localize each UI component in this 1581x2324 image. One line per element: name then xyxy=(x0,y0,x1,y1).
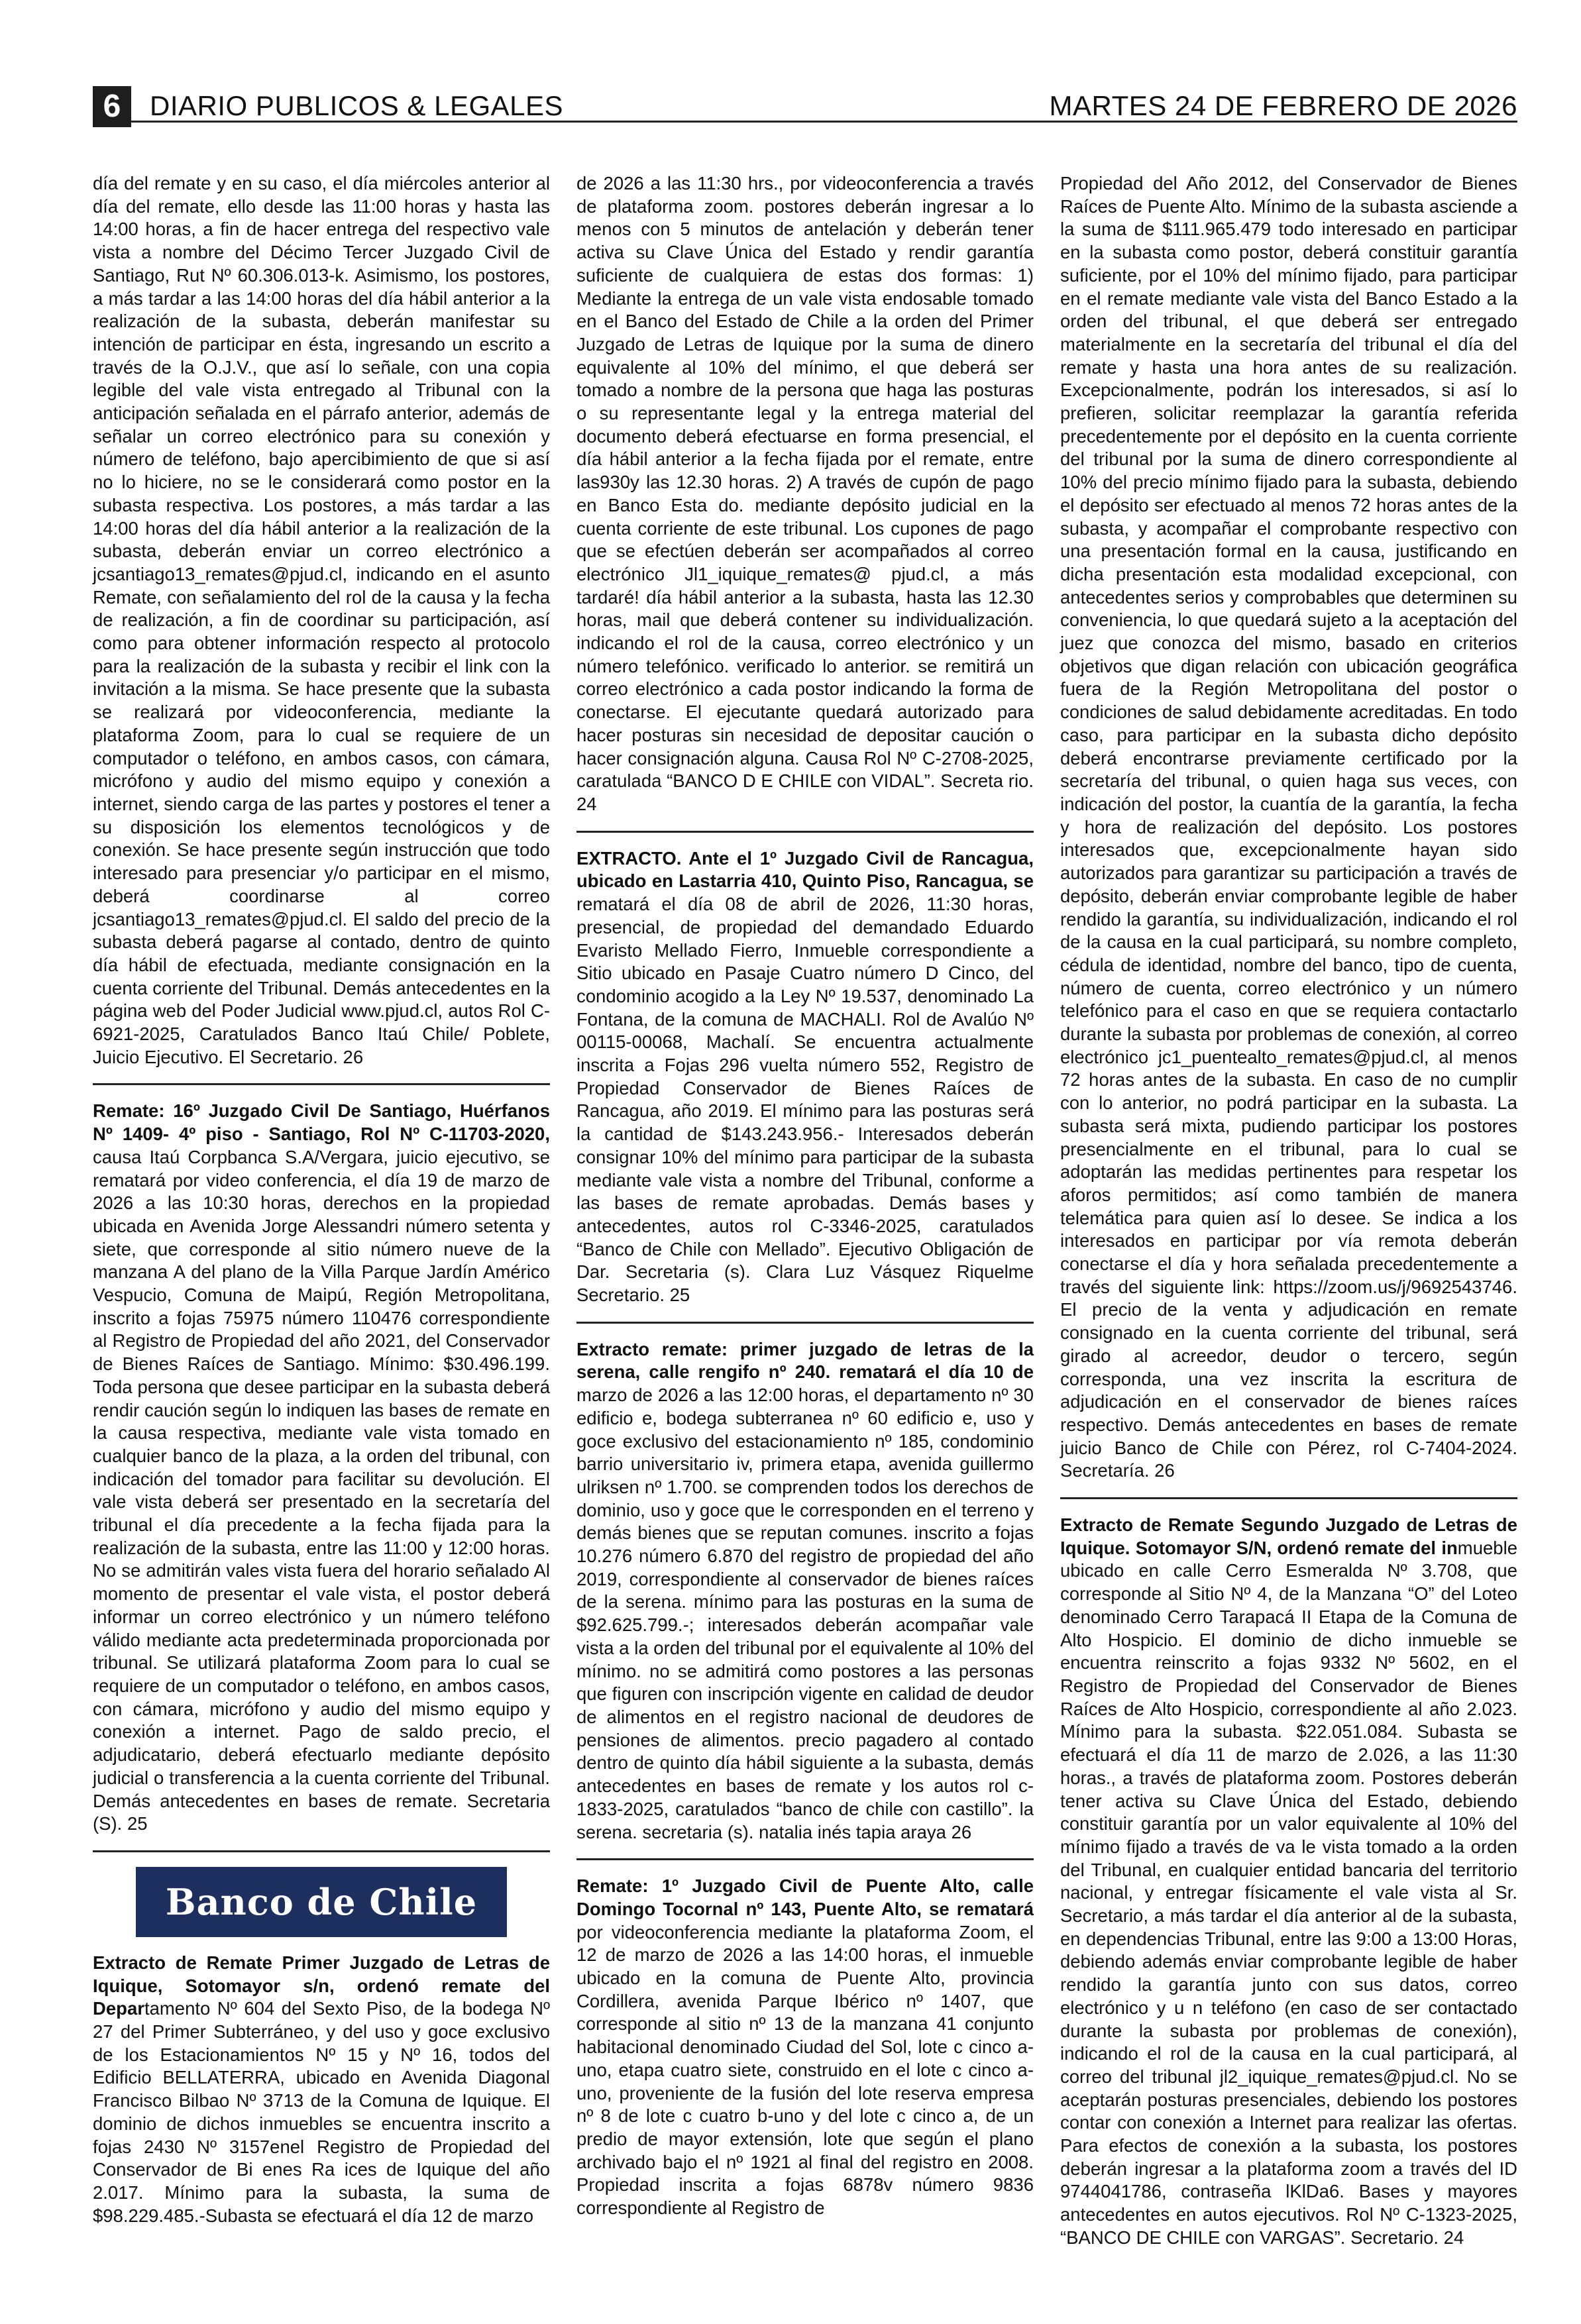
notice xyxy=(93,172,550,1083)
column-2 xyxy=(576,172,1034,2235)
divider xyxy=(576,1322,1034,1324)
notice-text xyxy=(1060,172,1517,1483)
section-title: DIARIO PUBLICOS & LEGALES xyxy=(150,90,564,121)
notice-body: día del remate y en su caso, el día miércoles anterior al día del remate, ello desde las 11:00 horas y hasta las 14:00 horas, a fin de hacer entrega del respectivo vale vista a nombre del Décimo Tercer Juzgado Civil de Santiago, Rut Nº 60.306.013-k. Asimismo, los postores, a más tardar a las 14:00 horas del día hábil anterior a la realización de la subasta, deberán manifestar su intención de participar en ésta, ingresando un escrito a través de la O.J.V., que así lo señale, con una copia legible del vale vista entregado al Tribunal con la anticipación señalada en el párrafo anterior, además de señalar un correo electrónico para su conexión y número de teléfono, bajo apercibimiento de que si así no lo hiciere, no se le considerará como postor en la subasta respectiva. Los postores, a más tardar a las 14:00 horas del día hábil anterior a la realización de la subasta, deberán enviar un correo electrónico a jcsantiago13_remates@pjud.cl, indicando en el asunto Remate, con señalamiento del rol de la causa y la fecha de realización, a fin de coordinar su participación, así como para obtener información respecto al protocolo para la realización de la subasta y recibir el link con la invitación a la misma. Se hace presente que la subasta se realizará por videoconferencia, mediante la plataforma Zoom, para lo cual se requiere de un computador o teléfono, en ambos casos, con cámara, micrófono y audio del mismo equipo y conexión a internet, siendo carga de las partes y postores el tener a su disposición los elementos tecnológicos y de conexión. Se hace presente según instrucción que todo interesado para presenciar y/o participar en el mismo, deberá coordinarse al correo jcsantiago13_remates@pjud.cl. El saldo del precio de la subasta deberá pagarse al contado, dentro de quinto día hábil de efectuada, mediante consignación en la cuenta corriente del Tribunal. Demás antecedentes en la página web del Poder Judicial www.pjud.cl, autos Rol C-6921-2025, Caratulados Banco Itaú Chile/ Poblete, Juicio Ejecutivo. El Secretario. 26 xyxy=(93,173,550,1067)
notice xyxy=(93,1100,550,1850)
notice-text xyxy=(1060,1514,1517,2250)
notice-body: marzo de 2026 a las 12:00 horas, el departamento nº 30 edificio e, bodega subterranea nº 60 edificio e, uso y goce exclusivo del estacionamiento nº 185, condominio barrio universitario iv, primera etapa, avenida guillermo ulriksen nº 1.700. se comprenden todos los derechos de dominio, uso y goce que le corresponden en el terreno y demás bienes que se reputan comunes. inscrito a fojas 10.276 número 6.870 del registro de propiedad del año 2019, correspondiente al conservador de bienes raíces de la serena. mínimo para las posturas en la suma de $92.625.799.-; interesados deberán acompañar vale vista a la orden del tribunal por el equivalente al 10% del mínimo. no se admitirá como postores a las personas que figuren con inscripción vigente en calidad de deudor de alimentos en el registro nacional de deudores de pensiones de alimentos. precio pagadero al contado dentro de quinto día hábil siguiente a la subasta, demás antecedentes en bases de remate y los autos rol c-1833-2025, caratulados “banco de chile con castillo”. la serena. secretaria (s). natalia inés tapia araya 26 xyxy=(576,1385,1034,1842)
page-number: 6 xyxy=(93,86,131,127)
notice-text xyxy=(576,172,1034,816)
notice-body: mueble ubicado en calle Cerro Esmeralda Nº 3.708, que corresponde al Sitio Nº 4, de la Manzana “O” del Loteo denominado Cerro Tarapacá II Etapa de la Comuna de Alto Hospicio. El dominio de dicho inmueble se encuentra reinscrito a fojas 9332 Nº 5602, en el Registro de Propiedad del Conservador de Bienes Raíces de Alto Hospicio, correspondiente al año 2.023. Mínimo para la subasta. $22.051.084. Subasta se efectuará el día 11 de marzo de 2.026, a las 11:30 horas., a través de plataforma zoom. Postores deberán tener activa su Clave Única del Estado, debiendo constituir garantía por un valor equivalente al 10% del mínimo fijado a través de va le vista tomado a la orden del Tribunal, en cualquier entidad bancaria del territorio nacional, y entregar físicamente el vale vista al Sr. Secretario, a más tardar el día anterior al de la subasta, en dependencias Tribunal, entre las 9:00 a 13:00 Horas, debiendo además enviar comprobante legible de haber rendido la garantía junto con sus datos, correo electrónico y u n teléfono (en caso de ser contactado durante la subasta por problemas de conexión), indicando el rol de la causa en la cual participará, al correo del tribunal jl2_iquique_remates@pjud.cl. No se aceptarán posturas presenciales, debiendo los postores contar con conexión a Internet para realizar las ofertas. Para efectos de conexión a la subasta, los postores deberán ingresar a la plataforma zoom a través del ID 9744041786, contraseña lKlDa6. Bases y mayores antecedentes en autos ejecutivos. Rol Nº C-1323-2025, “BANCO DE CHILE con VARGAS”. Secretario. 24 xyxy=(1060,1537,1517,2248)
banco-de-chile-logo: Banco de Chile xyxy=(136,1867,507,1937)
notice-text xyxy=(576,1338,1034,1844)
notice-body: tamento Nº 604 del Sexto Piso, de la bodega Nº 27 del Primer Subterráneo, y del uso y goce exclusivo de los Estacionamientos Nº 15 y Nº 16, todos del Edificio BELLATERRA, ubicado en Avenida Diagonal Francisco Bilbao Nº 3713 de la Comuna de Iquique. El dominio de dichos inmuebles se encuentra inscrito a fojas 2430 Nº 3157enel Registro de Propiedad del Conservador de Bi enes Ra ices de Iquique del año 2.017. Mínimo para la subasta, la suma de $98.229.485.-Subasta se efectuará el día 12 de marzo xyxy=(93,1998,550,2226)
notice-lead: Extracto de Remate Primer Juzgado de Letras de Iquique, Sotomayor s/n, ordenó remate del Depar xyxy=(93,1952,550,2019)
notice xyxy=(576,1875,1034,2235)
notice xyxy=(1060,1514,1517,2264)
notice xyxy=(576,172,1034,831)
divider xyxy=(576,831,1034,833)
notice xyxy=(576,847,1034,1322)
divider xyxy=(93,1850,550,1852)
notice-lead: Remate: 16º Juzgado Civil De Santiago, Huérfanos Nº 1409- 4º piso - Santiago, Rol Nº C-11703-2020, xyxy=(93,1100,550,1145)
notice xyxy=(576,1338,1034,1858)
notice-body: rematará el día 08 de abril de 2026, 11:30 horas, presencial, de propiedad del demandado Eduardo Evaristo Mellado Fierro, Inmueble correspondiente a Sitio ubicado en Pasaje Cuatro número D Cinco, del condominio acogido a la Ley Nº 19.537, denominado La Fontana, de la comuna de MACHALI. Rol de Avalúo Nº 00115-00068, Machalí. Se encuentra actualmente inscrita a Fojas 296 vuelta número 552, Registro de Propiedad Conservador de Bienes Raíces de Rancagua, año 2019. El mínimo para las posturas será la cantidad de $143.243.956.- Interesados deberán consignar 10% del mínimo para participar de la subasta mediante vale vista a nombre del Tribunal, conforme a las bases de remate aprobadas. Demás bases y antecedentes, autos rol C-3346-2025, caratulados “Banco de Chile con Mellado”. Ejecutivo Obligación de Dar. Secretaria (s). Clara Luz Vásquez Riquelme Secretario. 25 xyxy=(576,894,1034,1306)
divider xyxy=(93,1083,550,1085)
issue-date: MARTES 24 DE FEBRERO DE 2026 xyxy=(1049,90,1517,121)
notice xyxy=(1060,172,1517,1497)
notice-body: de 2026 a las 11:30 hrs., por videoconferencia a través de plataforma zoom. postores deberán ingresar a lo menos con 5 minutos de antelación y deberán tener activa su Clave Única del Estado y rendir garantía suficiente de cualquiera de estas dos formas: 1) Mediante la entrega de un vale vista endosable tomado en el Banco del Estado de Chile a la orden del Primer Juzgado de Letras de Iquique por la suma de dinero equivalente al 10% del mínimo, el que deberá ser tomado a nombre de la persona que haga las posturas o su representante legal y la entrega material del documento deberá efectuarse en forma presencial, el día hábil anterior a la fecha fijada por el remate, entre las930y las 12.30 horas. 2) A través de cupón de pago en Banco Esta do. mediante depósito judicial en la cuenta corriente de este tribunal. Los cupones de pago que se efectúen deberán ser acompañados al correo electrónico Jl1_iquique_remates@ pjud.cl, a más tardaré! día hábil anterior a la subasta, hasta las 12.30 horas, mail que deberá contener su individualización. indicando el rol de la causa, correo electrónico y un número telefónico. verificado lo anterior. se remitirá un correo electrónico a cada postor indicando la forma de conectarse. El ejecutante quedará autorizado para hacer posturas sin necesidad de depositar caución o hacer consignación alguna. Causa Rol Nº C-2708-2025, caratulada “BANCO D E CHILE con VIDAL”. Secreta rio. 24 xyxy=(576,173,1034,814)
notice-text xyxy=(93,1100,550,1836)
notice-body: Propiedad del Año 2012, del Conservador de Bienes Raíces de Puente Alto. Mínimo de la subasta asciende a la suma de $111.965.479 todo interesado en participar en la subasta como postor, deberá constituir garantía suficiente, por el 10% del mínimo fijado, para participar en el remate mediante vale vista del Banco Estado a la orden del tribunal, el que deberá ser entregado materialmente en la secretaría del tribunal el día del remate y hasta una hora antes de su realización. Excepcionalmente, podrán los interesados, si así lo prefieren, solicitar reemplazar la garantía referida precedentemente por el depósito en la cuenta corriente del tribunal por la suma de dinero correspondiente al 10% del precio mínimo fijado para la subasta, debiendo el depósito ser efectuado al menos 72 horas antes de la subasta, y acompañar el comprobante respectivo con una presentación formal en la causa, justificando en dicha presentación esta modalidad excepcional, con antecedentes serios y comprobables que determinen su conveniencia, lo que quedará sujeto a la aceptación del juez que conozca del mismo, basado en criterios objetivos que digan relación con ubicación geográfica fuera de la Región Metropolitana del postor o condiciones de salud debidamente acreditadas. En todo caso, para participar en la subasta dicho depósito deberá encontrarse previamente certificado por la secretaría del tribunal, o quien haga sus veces, con indicación del postor, la cuantía de la garantía, la fecha y hora de realización del depósito. Los postores interesados que, excepcionalmente hayan sido autorizados para garantizar su participación a través de depósito, deberán enviar comprobante legible de haber rendido la garantía, su individualización, indicando el rol de la causa en la cual participará, su nombre completo, cédula de identidad, nombre del banco, tipo de cuenta, número de cuenta, correo electrónico y un número telefónico para el caso en que se requiera contactarlo durante la subasta por problemas de conexión, al correo electrónico jc1_puentealto_remates@pjud.cl, al menos 72 horas antes de la subasta. En caso de no cumplir con lo anterior, no podrá participar en la subasta. La subasta será mixta, pudiendo participar los postores presencialmente en el tribunal, para lo cual se adoptarán las medidas pertinentes para respetar los aforos permitidos; así como también de manera telemática para quien así lo desee. Se indica a los interesados en participar por vía remota deberán conectarse el día y hora señalada precedentemente a través del siguiente link: https://zoom.us/j/9692543746. El precio de la venta y adjudicación en remate consignado en la cuenta corriente del tribunal, será girado al acreedor, deudor o tercero, según corresponda, una vez inscrita la escritura de adjudicación en el conservador de bienes raíces respectivo. Demás antecedentes en bases de remate juicio Banco de Chile con Pérez, rol C-7404-2024. Secretaría. 26 xyxy=(1060,173,1517,1481)
page-header xyxy=(93,86,1517,123)
notice-lead: Extracto de Remate Segundo Juzgado de Letras de Iquique. Sotomayor S/N, ordenó remate del in xyxy=(1060,1514,1517,1558)
notice-text xyxy=(93,172,550,1069)
notice-text xyxy=(93,1952,550,2227)
divider xyxy=(576,1858,1034,1860)
column-1 xyxy=(93,172,550,2242)
notice-lead: EXTRACTO. Ante el 1º Juzgado Civil de Rancagua, ubicado en Lastarria 410, Quinto Piso, Rancagua, se xyxy=(576,847,1034,892)
notice-lead: Extracto remate: primer juzgado de letras de la serena, calle rengifo nº 240. rematará el día 10 de xyxy=(576,1338,1034,1383)
notice xyxy=(93,1952,550,2242)
divider xyxy=(1060,1497,1517,1499)
notice-body: por videoconferencia mediante la plataforma Zoom, el 12 de marzo de 2026 a las 14:00 horas, el inmueble ubicado en la comuna de Puente Alto, provincia Cordillera, avenida Parque Ibérico nº 1407, que corresponde al sitio nº 13 de la manzana 41 conjunto habitacional denominado Ciudad del Sol, lote c cinco a-uno, etapa cuatro siete, construido en el lote c cinco a-uno, proveniente de la fusión del lote reserva empresa nº 8 de lote c cuatro b-uno y del lote c cinco a, de un predio de mayor extensión, lote que según el plano archivado bajo el nº 1921 al final del registro en 2008. Propiedad inscrita a fojas 6878v número 9836 correspondiente al Registro de xyxy=(576,1921,1034,2219)
notice-body: causa Itaú Corpbanca S.A/Vergara, juicio ejecutivo, se rematará por video conferencia, el día 19 de marzo de 2026 a las 10:30 horas, derechos en la propiedad ubicada en Avenida Jorge Alessandri número setenta y siete, que corresponde al sitio número nueve de la manzana A del plano de la Villa Parque Jardín Américo Vespucio, Comuna de Maipú, Región Metropolitana, inscrito a fojas 75975 número 110476 correspondiente al Registro de Propiedad del año 2021, del Conservador de Bienes Raíces de Santiago. Mínimo: $30.496.199. Toda persona que desee participar en la subasta deberá rendir caución según lo indiquen las bases de remate en la causa respectiva, mediante vale vista tomado en cualquier banco de la plaza, a la orden del tribunal, con indicación del tomador para facilitar su devolución. El vale vista deberá ser presentado en la secretaría del tribunal el día precedente a la fecha fijada para la realización de la subasta, entre las 11:00 y 12:00 horas. No se admitirán vales vista fuera del horario señalado Al momento de presentar el vale vista, el postor deberá informar un correo electrónico y un número teléfono válido mediante acta predeterminada proporcionada por tribunal. Se utilizará plataforma Zoom para lo cual se requiere de un computador o teléfono, en ambos casos, con cámara, micrófono y audio del mismo equipo y conexión a internet. Pago de saldo precio, el adjudicatario, deberá efectuarlo mediante depósito judicial o transferencia a la cuenta corriente del Tribunal. Demás antecedentes en bases de remate. Secretaria (S). 25 xyxy=(93,1146,550,1834)
notice-text xyxy=(576,847,1034,1307)
notice-lead: Remate: 1º Juzgado Civil de Puente Alto, calle Domingo Tocornal nº 143, Puente Alto, se rematará xyxy=(576,1875,1034,1919)
notice-text xyxy=(576,1875,1034,2220)
column-3 xyxy=(1060,172,1517,2264)
